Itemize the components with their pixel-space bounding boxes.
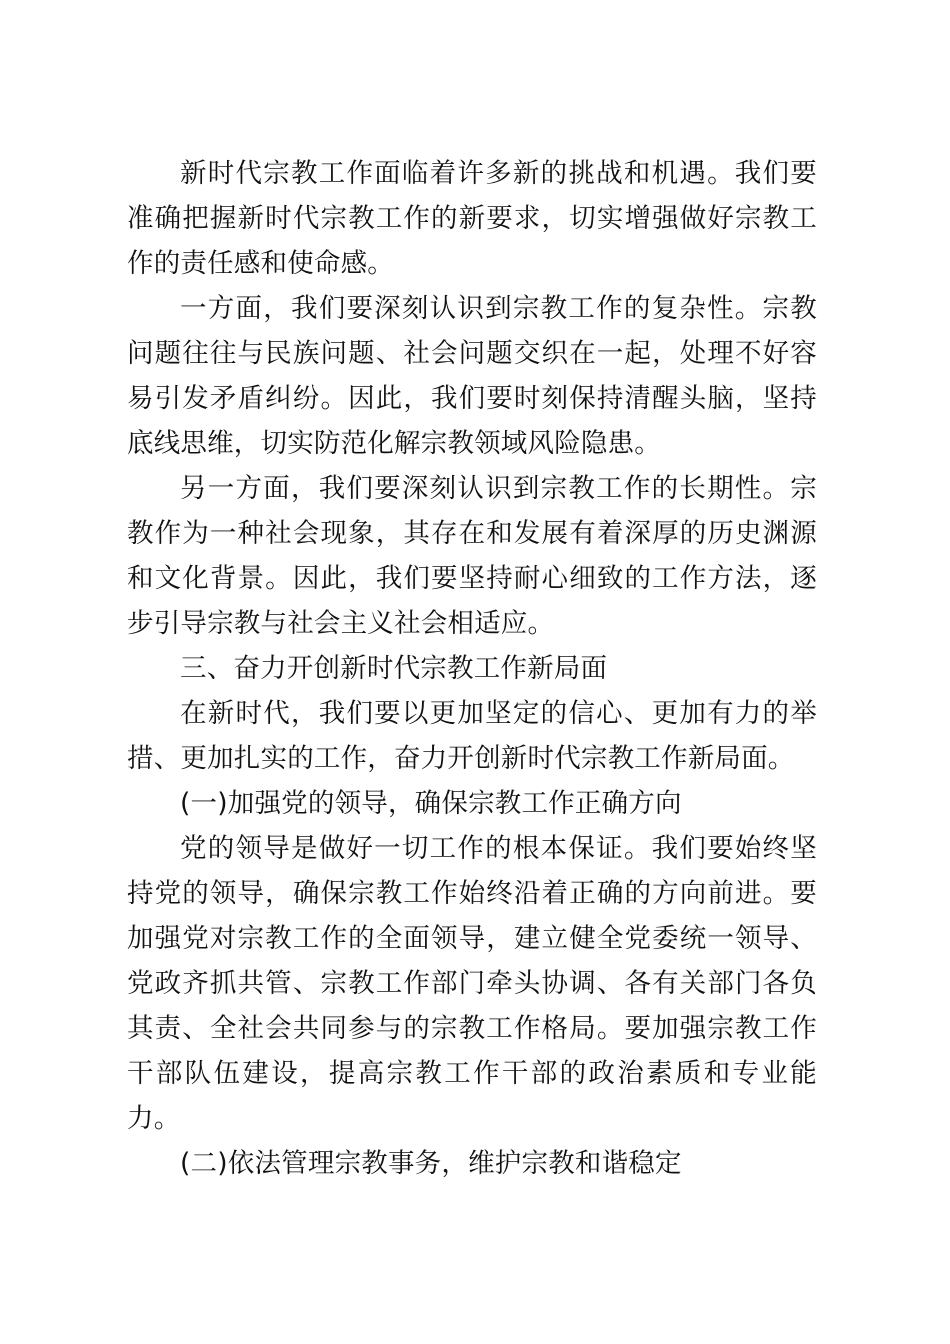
paragraph-new-era: 在新时代，我们要以更加坚定的信心、更加有力的举措、更加扎实的工作，奋力开创新时代宗教工作新局面。 [127, 698, 817, 774]
document-body [127, 151, 817, 1186]
paragraph-long-term: 另一方面，我们要深刻认识到宗教工作的长期性。宗教作为一种社会现象，其存在和发展有着深厚的历史渊源和文化背景。因此，我们要坚持耐心细致的工作方法，逐步引导宗教与社会主义社会相适应。 [127, 473, 817, 639]
subheading-2: (二)依法管理宗教事务，维护宗教和谐稳定 [180, 1148, 682, 1179]
paragraph-party-leadership: 党的领导是做好一切工作的根本保证。我们要始终坚持党的领导，确保宗教工作始终沿着正确的方向前进。要加强党对宗教工作的全面领导，建立健全党委统一领导、党政齐抓共管、宗教工作部门牵头协调、各有关部门各负其责、全社会共同参与的宗教工作格局。要加强宗教工作干部队伍建设，提高宗教工作干部的政治素质和专业能力。 [127, 833, 817, 1134]
paragraph-complexity: 一方面，我们要深刻认识到宗教工作的复杂性。宗教问题往往与民族问题、社会问题交织在一起，处理不好容易引发矛盾纠纷。因此，我们要时刻保持清醒头脑，坚持底线思维，切实防范化解宗教领域风险隐患。 [127, 293, 817, 459]
paragraph-challenges: 新时代宗教工作面临着许多新的挑战和机遇。我们要准确把握新时代宗教工作的新要求，切实增强做好宗教工作的责任感和使命感。 [127, 158, 817, 279]
section-heading-3: 三、奋力开创新时代宗教工作新局面 [180, 653, 608, 684]
subheading-1: (一)加强党的领导，确保宗教工作正确方向 [180, 788, 682, 819]
